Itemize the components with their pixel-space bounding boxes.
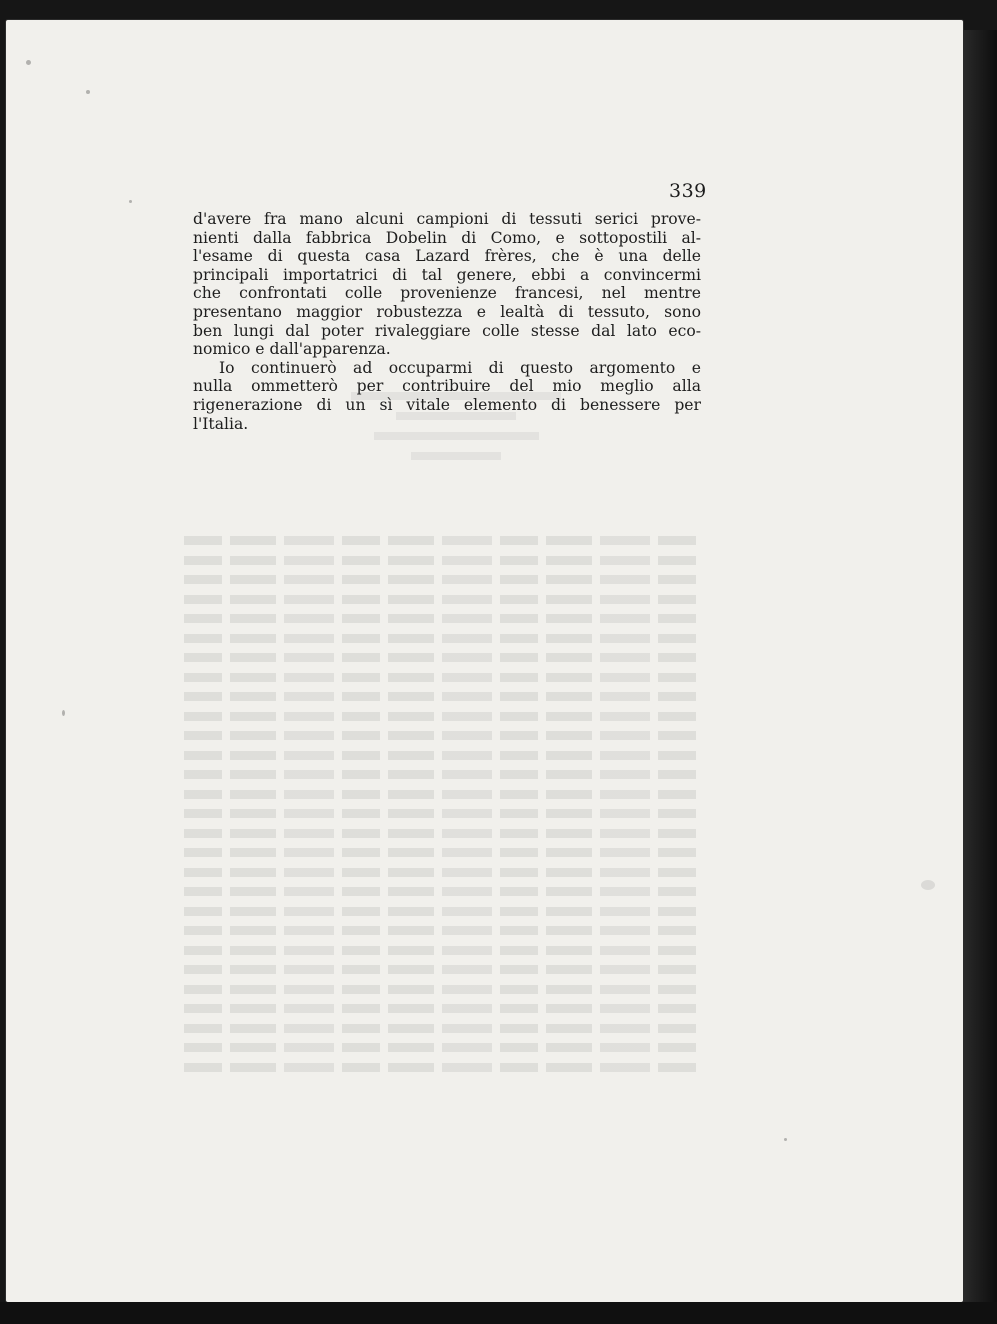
- dust-speck: [86, 90, 90, 94]
- text-line: principali importatrici di tal genere, ebbi a convincermi: [193, 265, 701, 284]
- dust-speck: [921, 880, 935, 890]
- text-line: che confrontati colle provenienze francesi, nel mentre: [193, 284, 701, 303]
- dust-speck: [62, 710, 65, 716]
- text-line: l'esame di questa casa Lazard frères, che è una delle: [193, 247, 701, 266]
- page-edge-shadow: [963, 30, 997, 1324]
- text-line: l'Italia.: [193, 414, 249, 433]
- text-line: nomico e dall'apparenza.: [193, 340, 391, 359]
- body-text: [193, 210, 701, 433]
- reverse-side-bleedthrough: [176, 530, 696, 1076]
- page-number: 339: [669, 180, 707, 202]
- text-line: presentano maggior robustezza e lealtà di tessuto, sono: [193, 302, 701, 321]
- scan-bottom-border: [0, 1302, 997, 1324]
- book-page: [6, 20, 963, 1302]
- dust-speck: [26, 60, 31, 65]
- text-line: Io continuerò ad occuparmi di questo argomento e: [219, 358, 701, 377]
- dust-speck: [784, 1138, 787, 1141]
- text-line: rigenerazione di un sì vitale elemento di benessere per: [193, 395, 701, 414]
- dust-speck: [129, 200, 132, 203]
- text-line: nienti dalla fabbrica Dobelin di Como, e sottopostili al-: [193, 228, 701, 247]
- text-line: nulla ommetterò per contribuire del mio meglio alla: [193, 377, 701, 396]
- text-line: ben lungi dal poter rivaleggiare colle stesse dal lato eco-: [193, 321, 701, 340]
- text-line: d'avere fra mano alcuni campioni di tessuti serici prove-: [193, 210, 701, 228]
